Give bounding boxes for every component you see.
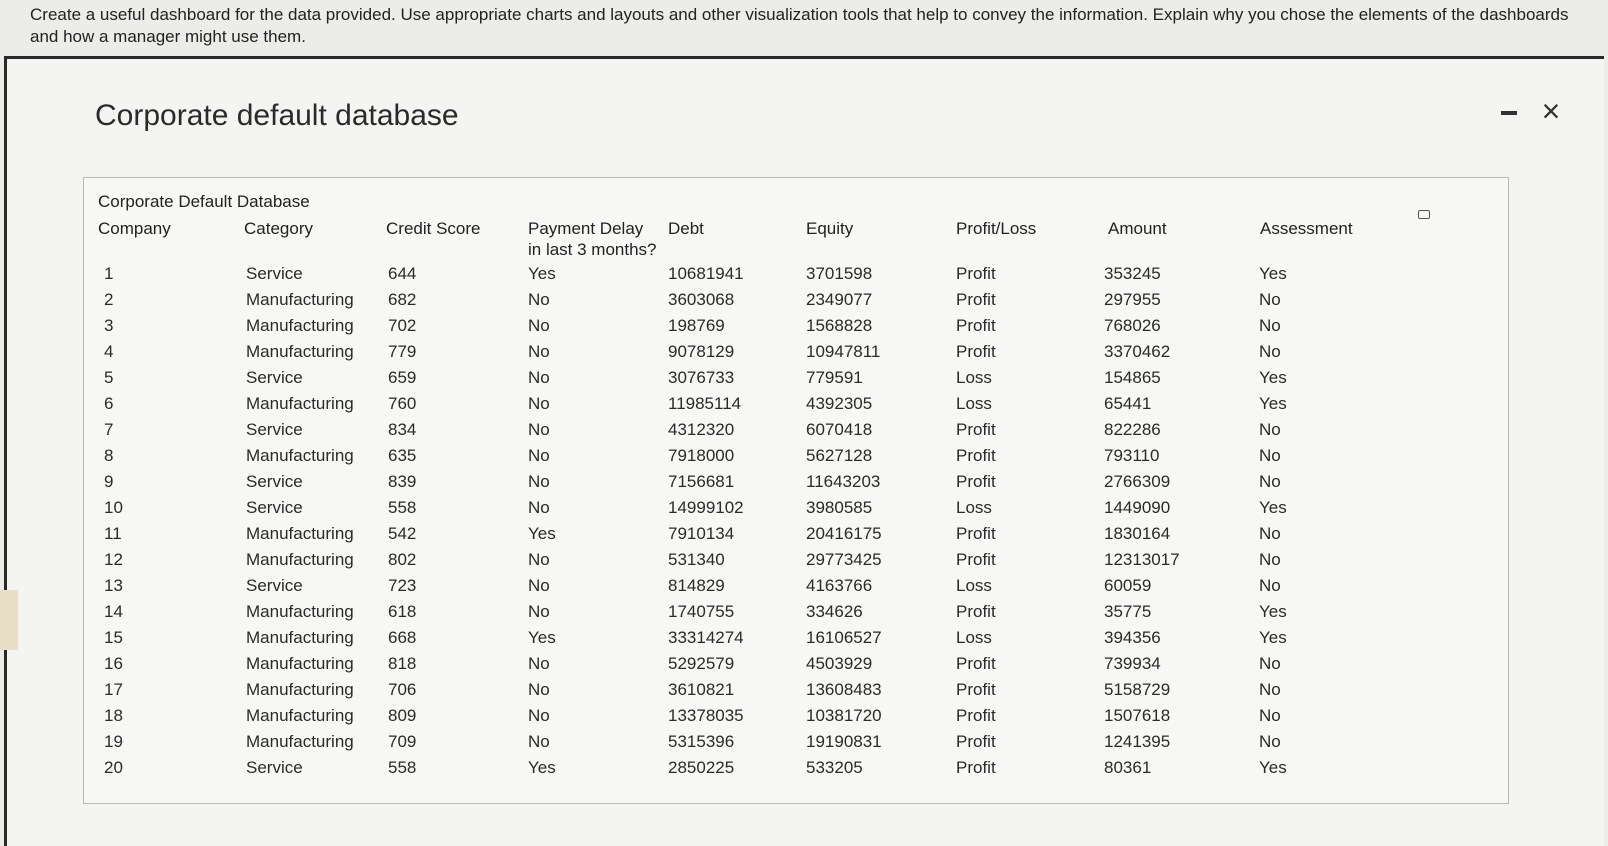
data-table-panel: [83, 177, 1509, 804]
cell-company: 18: [104, 706, 123, 725]
cell-equity: 29773425: [806, 550, 882, 569]
cell-debt: 1740755: [668, 602, 735, 621]
cell-company: 20: [104, 758, 123, 777]
cell-assessment: No: [1259, 420, 1281, 439]
cell-profit-loss: Profit: [956, 524, 996, 543]
cell-amount: 1449090: [1104, 498, 1171, 517]
cell-payment-delay: No: [528, 446, 550, 465]
table-row: [84, 264, 1508, 290]
cell-category: Manufacturing: [246, 602, 354, 621]
cell-company: 17: [104, 680, 123, 699]
cell-category: Manufacturing: [246, 342, 354, 361]
cell-debt: 14999102: [668, 498, 744, 517]
dialog-title: Corporate default database: [95, 99, 459, 132]
table-row: [84, 654, 1508, 680]
cell-debt: 3603068: [668, 290, 735, 309]
table-row: [84, 732, 1508, 758]
table-row: [84, 368, 1508, 394]
cell-assessment: Yes: [1259, 368, 1287, 387]
cell-category: Manufacturing: [246, 290, 354, 309]
table-title: Corporate Default Database: [98, 192, 310, 211]
cell-payment-delay: Yes: [528, 628, 556, 647]
cell-debt: 814829: [668, 576, 725, 595]
cell-credit-score: 682: [388, 290, 417, 309]
cell-payment-delay: No: [528, 602, 550, 621]
cell-category: Manufacturing: [246, 732, 354, 751]
cell-amount: 297955: [1104, 290, 1161, 309]
table-row: [84, 290, 1508, 316]
cell-company: 5: [104, 368, 114, 387]
cell-assessment: No: [1259, 446, 1281, 465]
cell-debt: 11985114: [668, 394, 742, 413]
cell-amount: 768026: [1104, 316, 1161, 335]
cell-equity: 19190831: [806, 732, 882, 751]
cell-company: 11: [104, 524, 122, 543]
header-credit-score: Credit Score: [386, 219, 481, 238]
table-row: [84, 342, 1508, 368]
cell-payment-delay: No: [528, 576, 550, 595]
cell-debt: 5315396: [668, 732, 735, 751]
table-row: [84, 602, 1508, 628]
cell-assessment: No: [1259, 316, 1281, 335]
table-row: [84, 446, 1508, 472]
cell-payment-delay: Yes: [528, 758, 556, 777]
cell-debt: 13378035: [668, 706, 744, 725]
table-row: [84, 420, 1508, 446]
cell-debt: 10681941: [668, 264, 744, 283]
cell-credit-score: 618: [388, 602, 417, 621]
table-row: [84, 472, 1508, 498]
cell-company: 15: [104, 628, 123, 647]
cell-category: Manufacturing: [246, 654, 354, 673]
table-row: [84, 550, 1508, 576]
close-button[interactable]: ×: [1541, 93, 1561, 129]
cell-debt: 7156681: [668, 472, 735, 491]
cell-credit-score: 709: [388, 732, 417, 751]
cell-payment-delay: No: [528, 472, 550, 491]
cell-amount: 2766309: [1104, 472, 1171, 491]
cell-credit-score: 635: [388, 446, 417, 465]
cell-category: Manufacturing: [246, 680, 354, 699]
table-row: [84, 758, 1508, 784]
cell-category: Manufacturing: [246, 550, 354, 569]
cell-amount: 60059: [1104, 576, 1152, 595]
cell-equity: 1568828: [806, 316, 873, 335]
table-row: [84, 576, 1508, 602]
cell-equity: 11643203: [806, 472, 881, 491]
cell-credit-score: 558: [388, 758, 417, 777]
table-row: [84, 316, 1508, 342]
cell-equity: 4163766: [806, 576, 873, 595]
cell-assessment: No: [1259, 290, 1281, 309]
cell-profit-loss: Loss: [956, 368, 992, 387]
cell-amount: 739934: [1104, 654, 1161, 673]
cell-debt: 5292579: [668, 654, 735, 673]
cell-payment-delay: No: [528, 290, 550, 309]
cell-credit-score: 779: [388, 342, 417, 361]
cell-profit-loss: Loss: [956, 394, 992, 413]
cell-amount: 822286: [1104, 420, 1161, 439]
cell-profit-loss: Profit: [956, 758, 996, 777]
header-payment-delay: [528, 218, 657, 260]
cell-credit-score: 834: [388, 420, 417, 439]
cell-category: Manufacturing: [246, 446, 354, 465]
cell-company: 9: [104, 472, 114, 491]
table-row: [84, 680, 1508, 706]
cell-assessment: Yes: [1259, 394, 1287, 413]
cell-equity: 334626: [806, 602, 863, 621]
cell-amount: 3370462: [1104, 342, 1171, 361]
cell-amount: 793110: [1104, 446, 1160, 465]
cell-equity: 3980585: [806, 498, 873, 517]
table-row: [84, 524, 1508, 550]
cell-payment-delay: No: [528, 394, 550, 413]
cell-equity: 6070418: [806, 420, 873, 439]
cell-payment-delay: Yes: [528, 264, 556, 283]
cell-amount: 1507618: [1104, 706, 1171, 725]
cell-debt: 531340: [668, 550, 725, 569]
cell-equity: 16106527: [806, 628, 882, 647]
cell-amount: 80361: [1104, 758, 1152, 777]
cell-assessment: Yes: [1259, 758, 1287, 777]
cell-category: Service: [246, 472, 303, 491]
cell-equity: 779591: [806, 368, 863, 387]
cell-category: Manufacturing: [246, 394, 354, 413]
cell-profit-loss: Loss: [956, 628, 992, 647]
cell-company: 4: [104, 342, 114, 361]
cell-profit-loss: Profit: [956, 732, 996, 751]
cell-profit-loss: Loss: [956, 498, 992, 517]
cell-credit-score: 706: [388, 680, 417, 699]
cell-equity: 20416175: [806, 524, 882, 543]
table-row: [84, 498, 1508, 524]
cell-category: Service: [246, 264, 303, 283]
cell-profit-loss: Profit: [956, 342, 996, 361]
cell-amount: 1241395: [1104, 732, 1171, 751]
cell-company: 14: [104, 602, 123, 621]
cell-credit-score: 802: [388, 550, 417, 569]
cell-amount: 1830164: [1104, 524, 1171, 543]
cell-credit-score: 558: [388, 498, 417, 517]
cell-category: Manufacturing: [246, 524, 354, 543]
cell-category: Service: [246, 420, 303, 439]
cell-credit-score: 702: [388, 316, 417, 335]
cell-debt: 7910134: [668, 524, 735, 543]
cell-credit-score: 542: [388, 524, 417, 543]
cell-payment-delay: No: [528, 680, 550, 699]
cell-debt: 3610821: [668, 680, 735, 699]
cell-payment-delay: No: [528, 732, 550, 751]
cell-profit-loss: Profit: [956, 680, 996, 699]
minus-icon: [1501, 111, 1517, 115]
cell-payment-delay: No: [528, 498, 550, 517]
cell-amount: 35775: [1104, 602, 1152, 621]
cell-category: Service: [246, 758, 303, 777]
cell-payment-delay: No: [528, 706, 550, 725]
cell-assessment: No: [1259, 472, 1281, 491]
cell-credit-score: 818: [388, 654, 417, 673]
cell-debt: 33314274: [668, 628, 744, 647]
background-edge: [0, 590, 18, 650]
cell-company: 1: [104, 264, 114, 283]
cell-debt: 198769: [668, 316, 725, 335]
cell-profit-loss: Profit: [956, 290, 996, 309]
cell-payment-delay: No: [528, 342, 550, 361]
header-payment-delay-line2: in last 3 months?: [528, 240, 657, 259]
cell-assessment: No: [1259, 732, 1281, 751]
cell-profit-loss: Profit: [956, 602, 996, 621]
cell-debt: 7918000: [668, 446, 735, 465]
cell-company: 16: [104, 654, 123, 673]
cell-company: 10: [104, 498, 123, 517]
cell-assessment: Yes: [1259, 264, 1287, 283]
cell-company: 8: [104, 446, 114, 465]
cell-equity: 10947811: [806, 342, 881, 361]
cell-credit-score: 659: [388, 368, 417, 387]
header-amount: Amount: [1108, 219, 1167, 238]
cell-equity: 5627128: [806, 446, 873, 465]
cell-profit-loss: Loss: [956, 576, 992, 595]
cell-credit-score: 839: [388, 472, 417, 491]
cell-amount: 12313017: [1104, 550, 1180, 569]
header-company: Company: [98, 219, 171, 238]
cell-assessment: Yes: [1259, 628, 1287, 647]
cell-profit-loss: Profit: [956, 654, 996, 673]
cell-equity: 13608483: [806, 680, 882, 699]
cell-amount: 65441: [1104, 394, 1152, 413]
table-row: [84, 628, 1508, 654]
cell-payment-delay: Yes: [528, 524, 556, 543]
header-debt: Debt: [668, 219, 704, 238]
cell-profit-loss: Profit: [956, 446, 996, 465]
cell-amount: 154865: [1104, 368, 1161, 387]
cell-company: 12: [104, 550, 123, 569]
cell-category: Manufacturing: [246, 706, 354, 725]
cell-equity: 4503929: [806, 654, 873, 673]
header-category: Category: [244, 219, 313, 238]
cell-assessment: No: [1259, 576, 1281, 595]
cell-assessment: Yes: [1259, 498, 1287, 517]
cell-amount: 353245: [1104, 264, 1161, 283]
cell-debt: 4312320: [668, 420, 735, 439]
cell-profit-loss: Profit: [956, 316, 996, 335]
cell-credit-score: 723: [388, 576, 417, 595]
minimize-button[interactable]: [1499, 103, 1519, 123]
cell-credit-score: 760: [388, 394, 417, 413]
cell-payment-delay: No: [528, 368, 550, 387]
header-equity: Equity: [806, 219, 854, 238]
table-row: [84, 706, 1508, 732]
dialog-window: [4, 56, 1604, 846]
cell-amount: 394356: [1104, 628, 1161, 647]
cell-company: 19: [104, 732, 123, 751]
cell-debt: 9078129: [668, 342, 735, 361]
cell-category: Manufacturing: [246, 628, 354, 647]
cell-payment-delay: No: [528, 550, 550, 569]
cell-credit-score: 644: [388, 264, 417, 283]
cell-company: 13: [104, 576, 123, 595]
cell-company: 2: [104, 290, 114, 309]
cell-equity: 4392305: [806, 394, 873, 413]
cell-profit-loss: Profit: [956, 264, 996, 283]
header-payment-delay-line1: Payment Delay: [528, 219, 644, 238]
cell-assessment: No: [1259, 524, 1281, 543]
cell-category: Service: [246, 498, 303, 517]
cell-profit-loss: Profit: [956, 706, 996, 725]
cell-equity: 10381720: [806, 706, 882, 725]
cell-credit-score: 809: [388, 706, 417, 725]
table-row: [84, 394, 1508, 420]
header-assessment: Assessment: [1260, 219, 1353, 238]
cell-equity: 533205: [806, 758, 863, 777]
cell-debt: 2850225: [668, 758, 735, 777]
cell-company: 3: [104, 316, 114, 335]
cell-assessment: No: [1259, 654, 1281, 673]
cell-category: Service: [246, 368, 303, 387]
cell-assessment: No: [1259, 550, 1281, 569]
cell-debt: 3076733: [668, 368, 735, 387]
cell-assessment: No: [1259, 680, 1281, 699]
header-profit-loss: Profit/Loss: [956, 219, 1037, 238]
cell-equity: 3701598: [806, 264, 873, 283]
cell-category: Service: [246, 576, 303, 595]
cell-company: 6: [104, 394, 114, 413]
expand-icon[interactable]: [1418, 210, 1430, 219]
cell-assessment: No: [1259, 342, 1281, 361]
cell-equity: 2349077: [806, 290, 873, 309]
cell-profit-loss: Profit: [956, 472, 996, 491]
cell-credit-score: 668: [388, 628, 417, 647]
cell-payment-delay: No: [528, 316, 550, 335]
cell-payment-delay: No: [528, 654, 550, 673]
cell-assessment: Yes: [1259, 602, 1287, 621]
cell-profit-loss: Profit: [956, 420, 996, 439]
cell-assessment: No: [1259, 706, 1281, 725]
cell-payment-delay: No: [528, 420, 550, 439]
cell-amount: 5158729: [1104, 680, 1171, 699]
cell-category: Manufacturing: [246, 316, 354, 335]
cell-company: 7: [104, 420, 114, 439]
instructions-text: Create a useful dashboard for the data provided. Use appropriate charts and layouts and other visualization tools that help to convey the information. Explain why you chose the elements of the dashboards and how a manager might use them.: [30, 5, 1569, 46]
cell-profit-loss: Profit: [956, 550, 996, 569]
